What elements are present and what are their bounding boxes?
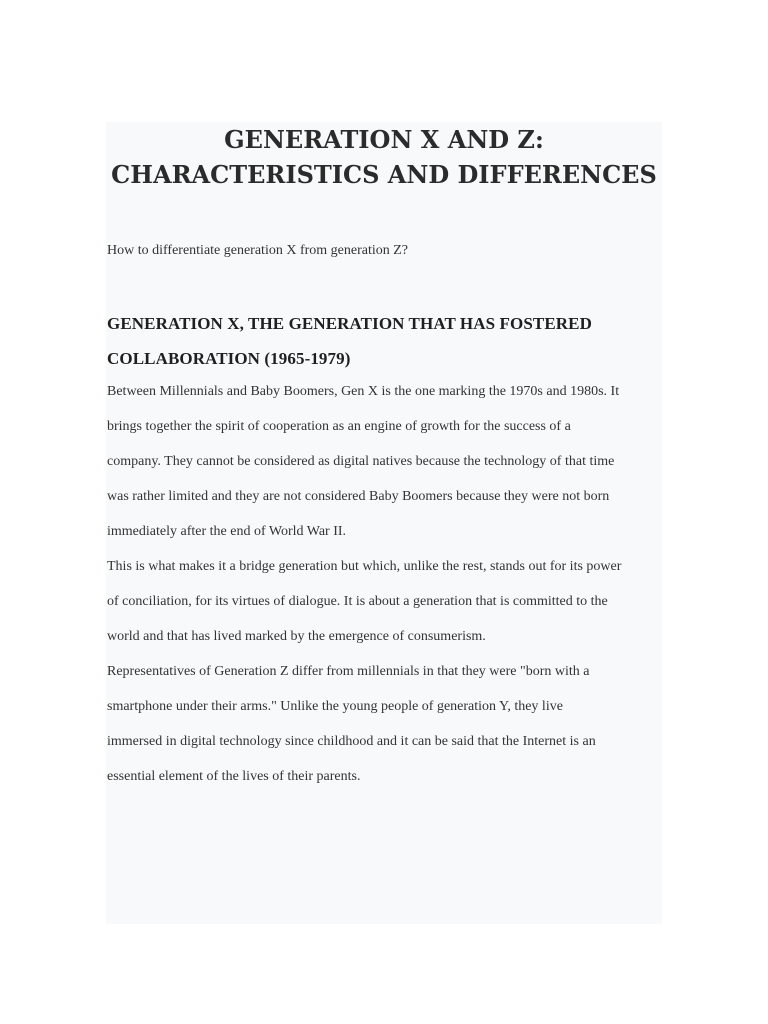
body-line: world and that has lived marked by the emergence of consumerism. bbox=[107, 629, 486, 644]
body-line: Representatives of Generation Z differ from millennials in that they were "born with a bbox=[107, 664, 590, 679]
intro-question: How to differentiate generation X from generation Z? bbox=[107, 243, 409, 258]
body-line: of conciliation, for its virtues of dialogue. It is about a generation that is committed to the bbox=[107, 594, 608, 609]
body-text bbox=[107, 374, 663, 794]
body-line: essential element of the lives of their parents. bbox=[107, 769, 361, 784]
document-title bbox=[106, 122, 662, 192]
title-line: GENERATION X AND Z: bbox=[224, 125, 544, 154]
body-line: immersed in digital technology since childhood and it can be said that the Internet is an bbox=[107, 734, 596, 749]
body-line: Between Millennials and Baby Boomers, Gen X is the one marking the 1970s and 1980s. It bbox=[107, 384, 620, 399]
body-line: immediately after the end of World War II. bbox=[107, 524, 347, 539]
section-heading-line: GENERATION X, THE GENERATION THAT HAS FOSTERED bbox=[107, 314, 592, 333]
section-heading bbox=[107, 306, 661, 376]
body-line: company. They cannot be considered as digital natives because the technology of that time bbox=[107, 454, 615, 469]
body-line: was rather limited and they are not considered Baby Boomers because they were not born bbox=[107, 489, 610, 504]
body-line: This is what makes it a bridge generation but which, unlike the rest, stands out for its power bbox=[107, 559, 622, 574]
document-page bbox=[106, 122, 662, 924]
body-line: brings together the spirit of cooperation as an engine of growth for the success of a bbox=[107, 419, 571, 434]
title-line: CHARACTERISTICS AND DIFFERENCES bbox=[111, 160, 657, 189]
body-line: smartphone under their arms." Unlike the young people of generation Y, they live bbox=[107, 699, 563, 714]
section-heading-line: COLLABORATION (1965-1979) bbox=[107, 349, 351, 368]
